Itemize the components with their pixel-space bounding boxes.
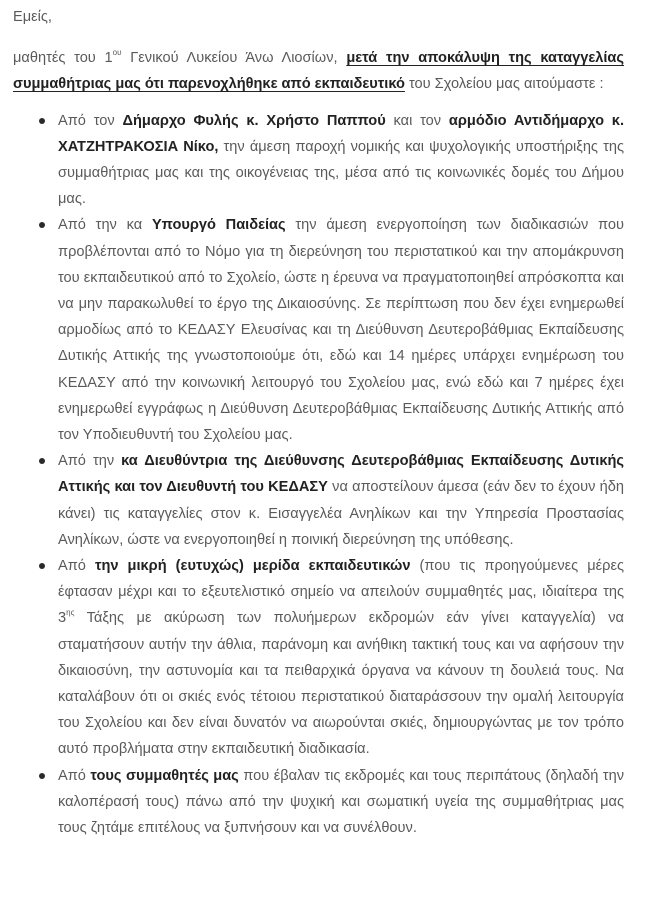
greeting: Εμείς, <box>13 9 52 25</box>
request-addressee: αρμόδιο Αντιδήμαρχο κ. ΧΑΤΖΗΤΡΑΚΟΣΙΑ Νίκο, <box>58 112 624 155</box>
request-item <box>58 448 624 553</box>
request-text: (που τις προηγούμενες μέρες έφτασαν μέχρι και το εξευτελιστικό σημείο να απειλούν συμμαθητές μας, ιδιαίτερα της 3 <box>58 558 624 627</box>
request-text: Από τον <box>58 112 123 129</box>
request-text: Από την κα <box>58 217 152 234</box>
request-item <box>58 763 624 842</box>
request-item <box>58 212 624 448</box>
request-addressee: τους συμμαθητές μας <box>90 767 239 784</box>
bullet-icon <box>39 118 45 124</box>
bullet-icon <box>39 458 45 464</box>
intro-text: μαθητές του 1 <box>13 50 113 67</box>
ordinal-superscript: ου <box>112 48 122 58</box>
request-item <box>58 553 624 763</box>
request-text: να αποστείλουν άμεσα (εάν δεν το έχουν ήδη κάνει) τις καταγγελίες στον κ. Εισαγγελέα Ανηλίκων και την Υπηρεσία Προστασίας Ανηλίκων, ώστε να ενεργοποιηθεί η ποινική διερεύνηση της υπόθεσης. <box>58 479 624 548</box>
request-text: Τάξης με ακύρωση των πολυήμερων εκδρομών εάν γίνει καταγγελία) να σταματήσουν αυτήν την άθλια, παράνομη και ανήθικη τακτική τους και να αφήσουν την δικαιοσύνη, την αστυνομία και τα πειθαρχικά όργανα να κάνουν τη δουλειά τους. Να καταλάβουν ότι οι σκιές ενός τέτοιου περιστατικού διαταράσσουν την ομαλή λειτουργία του Σχολείου και δεν είναι δυνατόν να αιωρούνται σκιές, δημιουργώντας με τον τρόπο αυτό προβλήματα στην εκπαιδευτική διαδικασία. <box>58 610 624 758</box>
request-addressee: την μικρή (ευτυχώς) μερίδα εκπαιδευτικών <box>94 558 411 575</box>
intro-text: του Σχολείου μας αιτούμαστε : <box>404 76 604 93</box>
request-addressee: κα Διευθύντρια της Διεύθυνσης Δευτεροβάθμιας Εκπαίδευσης Δυτικής Αττικής και τον Διευθυντή του ΚΕΔΑΣΥ <box>58 453 624 496</box>
request-text: Από <box>58 558 95 575</box>
requests-list <box>13 108 624 842</box>
request-item <box>58 108 624 213</box>
request-text: Από την <box>58 453 122 470</box>
request-addressee: Δήμαρχο Φυλής κ. Χρήστο Παππού <box>122 112 386 129</box>
bullet-icon <box>39 773 45 779</box>
request-text: την άμεση παροχή νομικής και ψυχολογικής υποστήριξης της συμμαθήτριας μας και της οικογένειας της, μέσα από τις κοινωνικές δομές του Δήμου μας. <box>58 138 624 208</box>
ordinal-superscript: ης <box>66 608 75 618</box>
request-text: Από <box>58 767 91 784</box>
intro-text: Γενικού Λυκείου Άνω Λιοσίων, <box>121 50 347 67</box>
request-text: και τον <box>385 112 449 129</box>
bullet-icon <box>39 222 45 228</box>
request-text: την άμεση ενεργοποίηση των διαδικασιών που προβλέπονται από το Νόμο για τη διερεύνηση του περιστατικού και την απομάκρυνση του εκπαιδευτικού από το Σχολείο, ώστε η έρευνα να πραγματοποιηθεί απρόσκοπτα και να μην παρακωλυθεί το έργο της Δικαιοσύνης. Σε περίπτωση που δεν έχει ενημερωθεί αρμοδίως από το ΚΕΔΑΣΥ Ελευσίνας και τη Διεύθυνση Δευτεροβάθμιας Εκπαίδευσης Δυτικής Αττικής της γνωστοποιούμε ότι, εδώ και 14 ημέρες υπάρχει ενημέρωση του ΚΕΔΑΣΥ από την κοινωνική λειτουργό του Σχολείου μας, ενώ εδώ και 7 ημέρες έχει ενημερωθεί εγγράφως η Διεύθυνση Δευτεροβάθμιας Εκπαίδευσης Δυτικής Αττικής από τον Υποδιευθυντή του Σχολείου μας. <box>58 217 624 444</box>
bullet-icon <box>39 563 45 569</box>
intro-emphasis: μετά την αποκάλυψη της καταγγελίας συμμαθήτριας μας ότι παρενοχλήθηκε από εκπαιδευτικό <box>13 50 624 93</box>
intro-paragraph <box>13 45 624 97</box>
request-text: που έβαλαν τις εκδρομές και τους περιπάτους (δηλαδή την καλοπέρασή τους) πάνω από την ψυχική και σωματική υγεία της συμμαθήτριας μας τους ζητάμε επιτέλους να ξυπνήσουν και να συνέλθουν. <box>58 767 624 837</box>
request-addressee: Υπουργό Παιδείας <box>151 217 286 234</box>
